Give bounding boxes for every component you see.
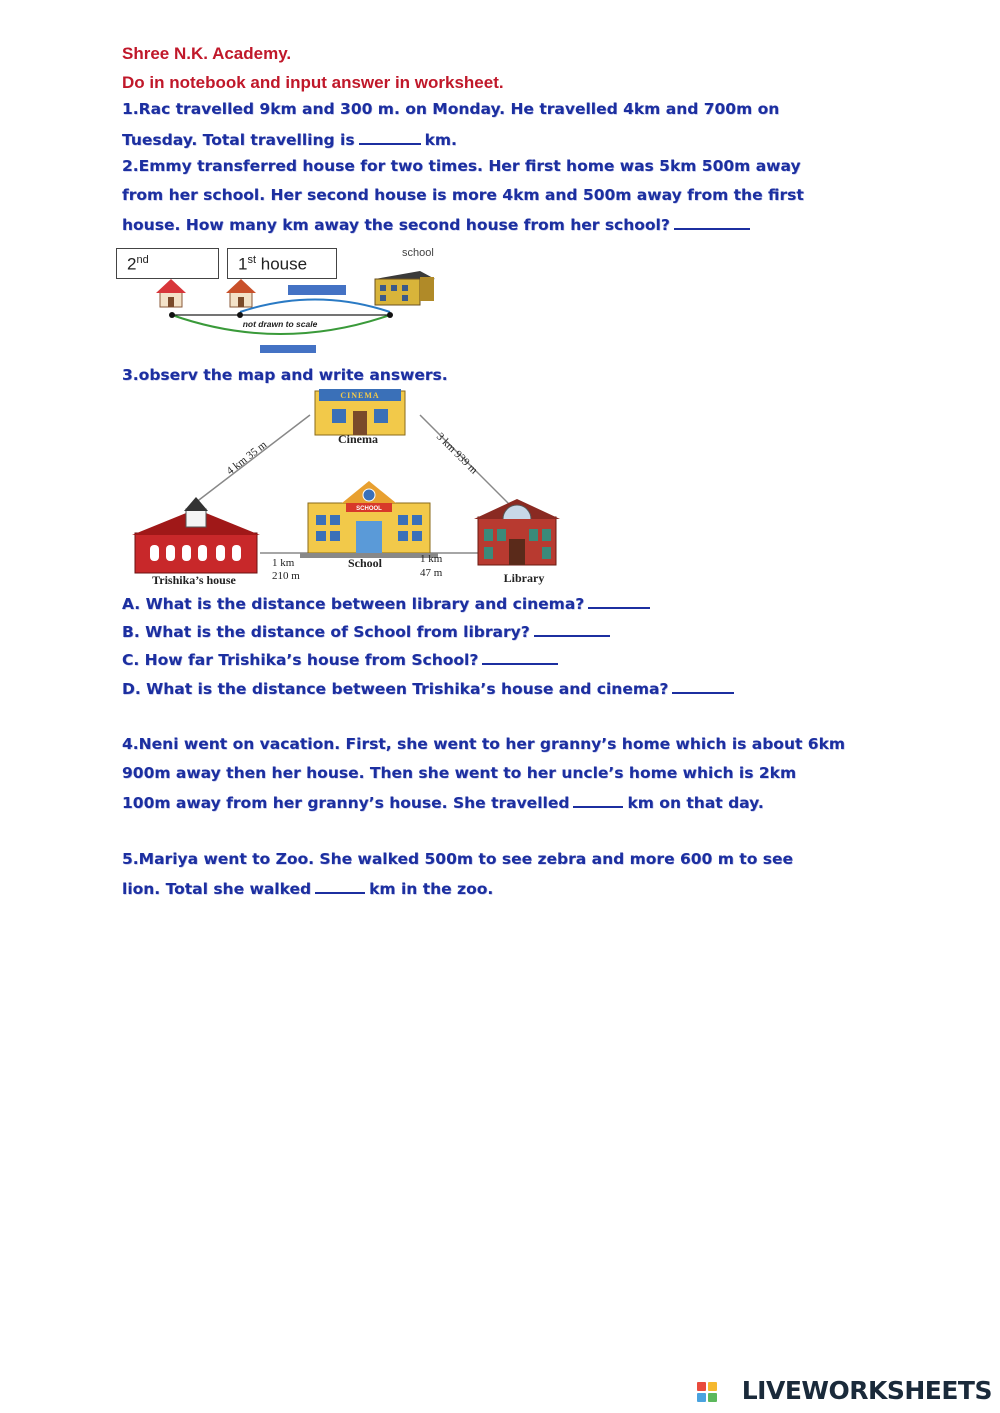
second-house-box: 2nd	[116, 248, 219, 279]
q4-answer-blank[interactable]	[573, 792, 623, 808]
scale-note: not drawn to scale	[242, 319, 318, 329]
q1-line2	[122, 129, 457, 149]
town-map	[120, 385, 600, 590]
library-building-icon	[474, 499, 560, 565]
q3b-text: B. What is the distance of School from library?	[122, 623, 530, 641]
q1-answer-blank[interactable]	[359, 129, 421, 145]
school-map-icon	[300, 481, 438, 558]
dist-house-cinema: 4 km 35 m	[224, 438, 270, 478]
q3d-text: D. What is the distance between Trishika’s house and cinema?	[122, 680, 669, 698]
liveworksheets-logo-icon	[697, 1382, 719, 1404]
q5-answer-blank[interactable]	[315, 878, 365, 894]
q5-text: lion. Total she walked	[122, 880, 312, 898]
q4-text: 100m away from her granny’s house. She travelled	[122, 794, 570, 812]
q2-line2: from her school. Her second house is more 4km and 500m away from the first	[122, 186, 804, 204]
dist-house-school-1: 1 km	[272, 557, 295, 569]
q3c-answer-blank[interactable]	[482, 649, 558, 665]
school-map-label: School	[347, 556, 383, 570]
q3c-text: C. How far Trishika’s house from School?	[122, 651, 479, 669]
school-label: school	[402, 247, 434, 259]
q3d-line	[122, 678, 738, 698]
q5-line2	[122, 878, 493, 898]
q2-text: house. How many km away the second house from her school?	[122, 216, 670, 234]
first-house-icon	[226, 279, 256, 307]
q3a-text: A. What is the distance between library and cinema?	[122, 595, 585, 613]
dist-school-library-2: 47 m	[420, 567, 443, 579]
answer-bar-bottom[interactable]	[260, 345, 316, 353]
q4-line1: 4.Neni went on vacation. First, she went to her granny’s home which is about 6km	[122, 735, 846, 753]
house-school-diagram	[150, 265, 450, 360]
liveworksheets-brand: LIVEWORKSHEETS	[741, 1376, 992, 1405]
instruction-text: Do in notebook and input answer in worksheet.	[122, 73, 504, 92]
q3-title: 3.observ the map and write answers.	[122, 366, 448, 384]
school-sign: SCHOOL	[356, 506, 382, 512]
q2-line1: 2.Emmy transferred house for two times. Her first home was 5km 500m away	[122, 157, 801, 175]
cinema-label: Cinema	[338, 432, 378, 446]
school-name: Shree N.K. Academy.	[122, 44, 292, 63]
cinema-sign: CINEMA	[340, 391, 380, 400]
q3d-answer-blank[interactable]	[672, 678, 734, 694]
dist-school-library-1: 1 km	[420, 553, 443, 565]
q3b-answer-blank[interactable]	[534, 621, 610, 637]
q4-line3	[122, 792, 764, 812]
q4-unit: km on that day.	[627, 794, 764, 812]
q2-answer-blank[interactable]	[674, 214, 750, 230]
q5-unit: km in the zoo.	[369, 880, 494, 898]
answer-bar-top[interactable]	[288, 285, 346, 295]
q2-line3	[122, 214, 754, 234]
q1-text: Tuesday. Total travelling is	[122, 131, 355, 149]
q3a-line	[122, 593, 654, 613]
q1-unit: km.	[424, 131, 457, 149]
library-label: Library	[503, 571, 545, 585]
school-building-icon	[375, 271, 435, 305]
first-to-school-arc	[240, 300, 390, 313]
q3a-answer-blank[interactable]	[588, 593, 650, 609]
q4-line2: 900m away then her house. Then she went to her uncle’s home which is 2km	[122, 764, 797, 782]
q3c-line	[122, 649, 562, 669]
q1-line1: 1.Rac travelled 9km and 300 m. on Monday. He travelled 4km and 700m on	[122, 100, 780, 118]
first-house-box: 1st house	[227, 248, 337, 279]
q5-line1: 5.Mariya went to Zoo. She walked 500m to see zebra and more 600 m to see	[122, 850, 793, 868]
trishika-house-icon	[132, 497, 260, 573]
house-label: Trishika’s house	[152, 573, 236, 587]
q3b-line	[122, 621, 614, 641]
second-house-icon	[156, 279, 186, 307]
dist-house-school-2: 210 m	[272, 570, 300, 582]
dist-cinema-library: 3 km 939 m	[433, 430, 480, 477]
